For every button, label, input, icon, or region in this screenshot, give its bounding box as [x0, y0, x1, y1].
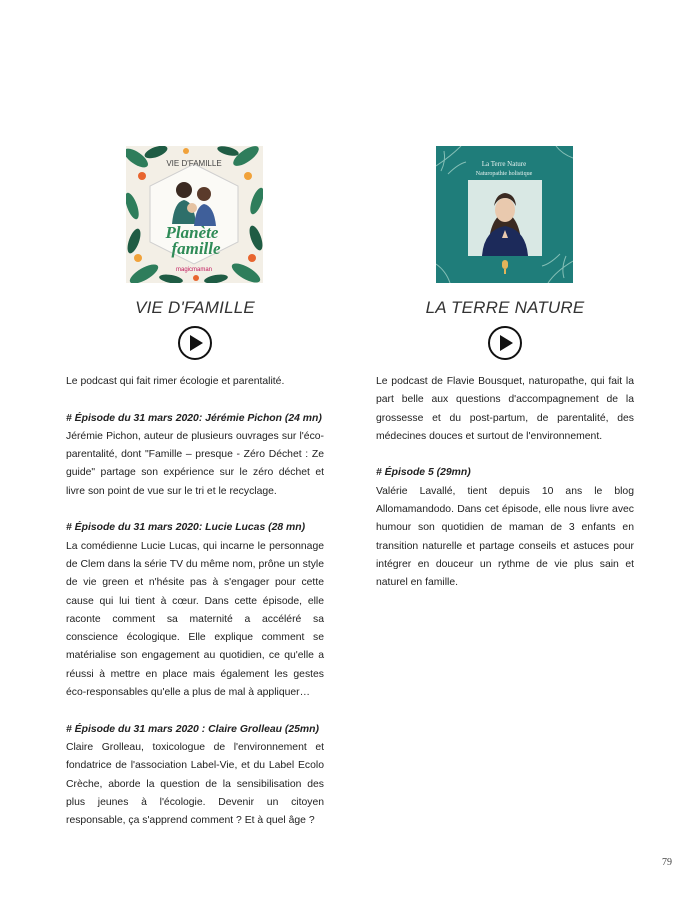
podcast-title: VIE D'FAMILLE: [135, 298, 255, 317]
cover-line2: Naturopathie holistique: [475, 171, 533, 177]
cover-title-line2: famille: [171, 239, 221, 258]
episode-heading: # Épisode du 31 mars 2020: Jérémie Pichon (24 mn): [66, 412, 322, 424]
podcast-intro: Le podcast qui fait rimer écologie et parentalité.: [66, 376, 285, 387]
episode-heading: # Épisode du 31 mars 2020 : Claire Grolleau (25mn): [66, 723, 319, 735]
page-number: 79: [662, 857, 672, 868]
podcast-cover-la-terre-nature[interactable]: [436, 146, 573, 283]
play-icon: [190, 335, 203, 351]
cover-art-terre-nature: [436, 146, 573, 283]
podcast-description: [66, 373, 324, 830]
cover-art-planete-famille: [126, 146, 263, 283]
episode-heading: # Épisode 5 (29mn): [376, 467, 471, 479]
play-button[interactable]: [178, 326, 212, 360]
cover-brand: magicmaman: [175, 267, 213, 273]
episode-text: Jérémie Pichon, auteur de plusieurs ouvrages sur l'éco-parentalité, dont "Famille – presque - Zéro Déchet : Ze guide" partage son expérience sur le zéro déchet et livre son point de vue sur le tri et le recyclage.: [66, 430, 324, 497]
cover-title-line1: Planète: [165, 223, 219, 242]
episode-text: Valérie Lavallé, tient depuis 10 ans le blog Allomamandodo. Dans cet épisode, elle nous livre avec humour son quotidien de maman de 3 enfants en transition naturelle et partage conseils et astuces pour intégrer en douceur un rythme de vie plus sain et naturel en famille.: [376, 485, 634, 589]
play-icon: [500, 335, 513, 351]
podcast-description: [376, 373, 634, 593]
podcast-title: LA TERRE NATURE: [425, 298, 585, 317]
episode-heading: # Épisode du 31 mars 2020: Lucie Lucas (28 mn): [66, 522, 306, 534]
cover-top-text: VIE D'FAMILLE: [166, 159, 222, 168]
play-button[interactable]: [488, 326, 522, 360]
cover-line1: La Terre Nature: [481, 160, 527, 168]
episode-text: Claire Grolleau, toxicologue de l'environnement et fondatrice de l'association Label-Vie, et du Label Ecolo Crèche, aborde la question de la sensibilisation des plus jeunes à l'écologie. Devenir un citoyen responsable, ça s'apprend comment ? Et à quel âge ?: [66, 741, 324, 827]
episode-text: La comédienne Lucie Lucas, qui incarne le personnage de Clem dans la série TV du même nom, prône un style de vie green et n'hésite pas à s'engager pour cette cause qui lui tient à cœur. Dans cette épisode, elle raconte comment sa maternité a accéléré sa conscience écologique. Elle explique comment se matérialise son engagement au quotidien, ce qu'elle a réussi à mettre en place mais également les gestes éco-responsables qu'elle a plus de mal à appliquer…: [66, 540, 324, 699]
podcast-cover-vie-dfamille[interactable]: [126, 146, 263, 283]
podcast-intro: Le podcast de Flavie Bousquet, naturopathe, qui fait la part belle aux questions d'accompagnement de la grossesse et du post-partum, de parentalité, des médecines douces et surtout de l'environnement.: [376, 376, 634, 442]
